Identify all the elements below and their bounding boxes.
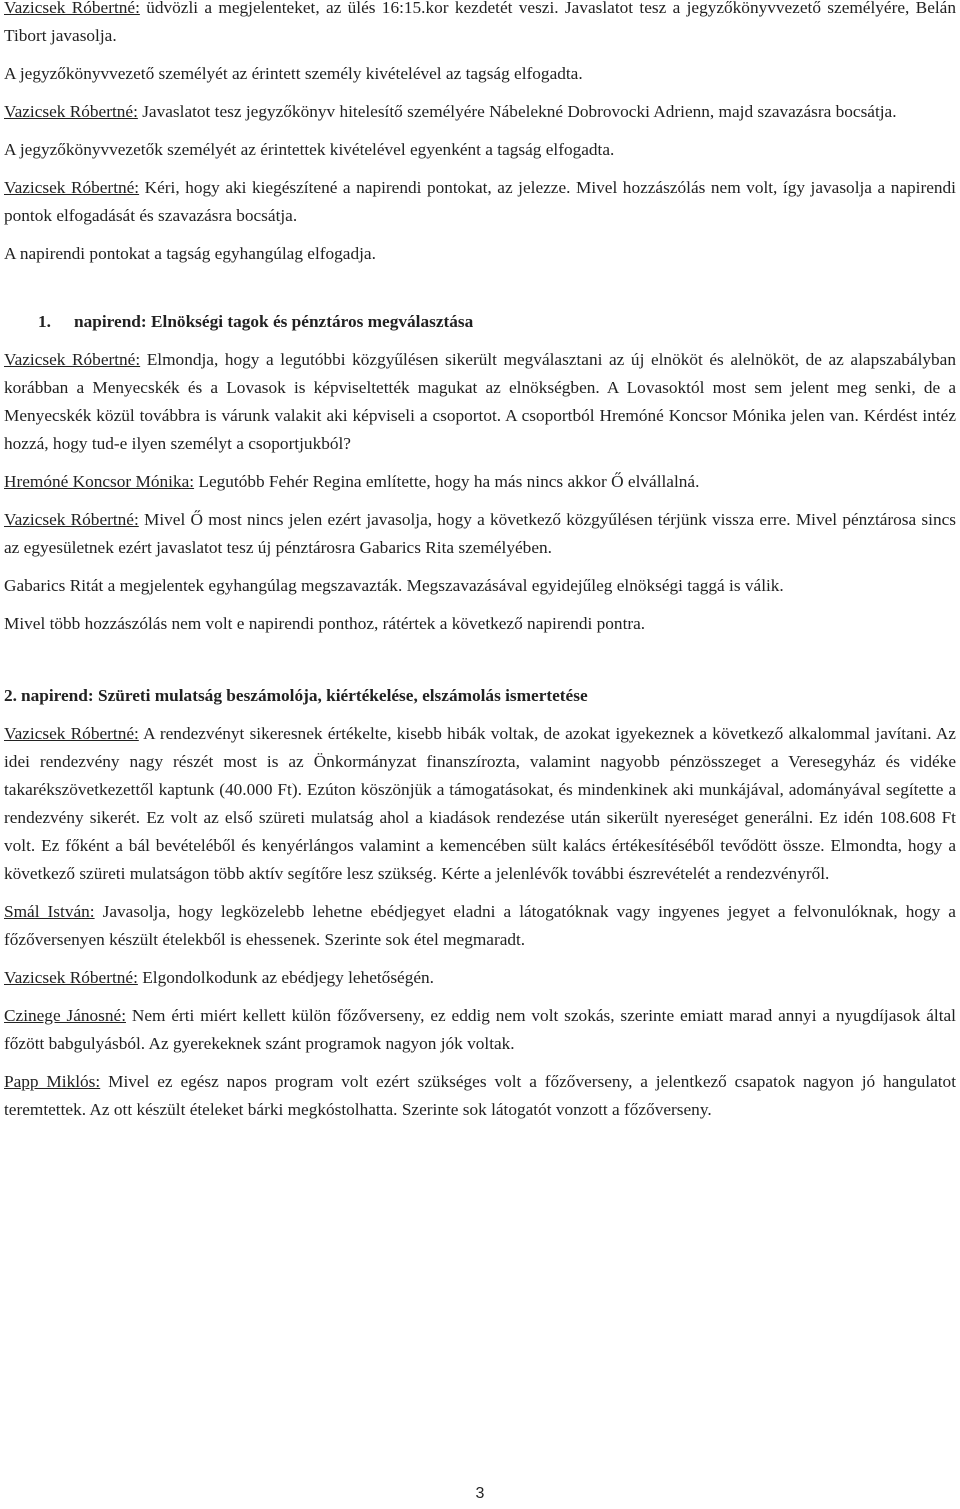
- paragraph: [4, 240, 956, 268]
- section-heading-2: [4, 682, 956, 710]
- speaker-name: Vazicsek Róbertné:: [4, 968, 138, 987]
- paragraph-text: Gabarics Ritát a megjelentek egyhangúlag megszavazták. Megszavazásával egyidejűleg elnökségi taggá is válik.: [4, 576, 784, 595]
- paragraph-text: üdvözli a megjelenteket, az ülés 16:15.kor kezdetét veszi. Javaslatot tesz a jegyzőkönyvvezető személyére, Belán Tibort javasolja.: [4, 0, 956, 45]
- document-page: [4, 0, 956, 1134]
- paragraph: [4, 1068, 956, 1124]
- paragraph-text: Mivel ez egész napos program volt ezért szükséges volt a főzőverseny, a jelentkező csapatok nagyon jó hangulatot teremtettek. Az ott készült ételeket bárki megkóstolhatta. Szerinte sok látogatót vonzott a főzőverseny.: [4, 1072, 956, 1119]
- speaker-name: Smál István:: [4, 902, 95, 921]
- paragraph: [4, 60, 956, 88]
- speaker-name: Vazicsek Róbertné:: [4, 510, 139, 529]
- page-number: 3: [475, 1485, 485, 1502]
- speaker-name: Hremóné Koncsor Mónika:: [4, 472, 195, 491]
- section-number: 2.: [4, 686, 17, 705]
- speaker-name: Czinege Jánosné:: [4, 1006, 126, 1025]
- paragraph-text: A jegyzőkönyvvezető személyét az érintett személy kivételével az tagság elfogadta.: [4, 64, 583, 83]
- paragraph: [4, 468, 956, 496]
- speaker-name: Papp Miklós:: [4, 1072, 101, 1091]
- paragraph: [4, 964, 956, 992]
- speaker-name: Vazicsek Róbertné:: [4, 724, 139, 743]
- paragraph-text: A jegyzőkönyvvezetők személyét az érintettek kivételével egyenként a tagság elfogadta.: [4, 140, 615, 159]
- paragraph: [4, 136, 956, 164]
- section-title: napirend: Szüreti mulatság beszámolója, kiértékelése, elszámolás ismertetése: [20, 686, 588, 705]
- paragraph: [4, 572, 956, 600]
- paragraph-text: Kéri, hogy aki kiegészítené a napirendi pontokat, az jelezze. Mivel hozzászólás nem volt, így javasolja a napirendi pontok elfogadását és szavazásra bocsátja.: [4, 178, 956, 225]
- paragraph-text: Javasolja, hogy legközelebb lehetne ebédjegyet eladni a látogatóknak vagy ingyenes jegyet a felvonulóknak, hogy a főzőversenyen készült ételekből is ehessenek. Szerinte sok étel megmaradt.: [4, 902, 956, 949]
- paragraph: [4, 720, 956, 888]
- speaker-name: Vazicsek Róbertné:: [4, 102, 138, 121]
- paragraph-text: Legutóbb Fehér Regina említette, hogy ha más nincs akkor Ő elvállalná.: [194, 472, 700, 491]
- section-number: 1.: [38, 312, 51, 331]
- paragraph: [4, 1002, 956, 1058]
- paragraph-text: Nem érti miért kellett külön főzőverseny, ez eddig nem volt szokás, szerinte emiatt marad annyi a nyugdíjasok által főzött babgulyásból. Az gyerekeknek szánt programok nagyon jók voltak.: [4, 1006, 956, 1053]
- paragraph-text: Elmondja, hogy a legutóbbi közgyűlésen sikerült megválasztani az új elnököt és alelnököt, de az alapszabályban korábban a Menyecskék és a Lovasok is képviseltették magukat az elnökségben. A Lovasoktól most sem jelent meg senki, de a Menyecskék közül továbbra is várunk valakit aki képviseli a csoportot. A csoportból Hremóné Koncsor Mónika jelen van. Kérdést intéz hozzá, hogy tud-e ilyen személyt a csoportjukból?: [4, 350, 956, 453]
- speaker-name: Vazicsek Róbertné:: [4, 0, 140, 17]
- paragraph: [4, 898, 956, 954]
- paragraph: [4, 346, 956, 458]
- paragraph: [4, 174, 956, 230]
- paragraph: [4, 610, 956, 638]
- speaker-name: Vazicsek Róbertné:: [4, 178, 140, 197]
- paragraph-text: Elgondolkodunk az ebédjegy lehetőségén.: [137, 968, 434, 987]
- paragraph-text: A rendezvényt sikeresnek értékelte, kisebb hibák voltak, de azokat igyekeznek a következő alkalommal javítani. Az idei rendezvény nagy részét most is az Önkormányzat finanszírozta, valamint nagyobb pénzösszeget a Veresegyház és vidéke takarékszövetkezettől kaptunk (40.000 Ft). Ezúton köszönjük a támogatásokat, és mindenkinek aki munkájával, adományával segítette a rendezvény sikerét. Ez volt az első szüreti mulatság ahol a kiadások rendezése után sikerült nyereséget generálni. Ez idén 108.608 Ft volt. Ez főként a bál bevételéből és kenyérlángos valamint a kemencében sült kalács értékesítéséből tevődött össze. Elmondta, hogy a következő szüreti mulatságon több aktív segítőre lesz szükség. Kérte a jelenlévők további észrevételét a rendezvényről.: [4, 724, 956, 883]
- paragraph: [4, 98, 956, 126]
- paragraph-text: Javaslatot tesz jegyzőkönyv hitelesítő személyére Nábelekné Dobrovocki Adrienn, majd szavazásra bocsátja.: [137, 102, 897, 121]
- paragraph-text: A napirendi pontokat a tagság egyhangúlag elfogadja.: [4, 244, 376, 263]
- speaker-name: Vazicsek Róbertné:: [4, 350, 141, 369]
- paragraph: [4, 0, 956, 50]
- paragraph: [4, 506, 956, 562]
- section-title: napirend: Elnökségi tagok és pénztáros megválasztása: [74, 312, 474, 331]
- paragraph-text: Mivel több hozzászólás nem volt e napirendi ponthoz, rátértek a következő napirendi pontra.: [4, 614, 646, 633]
- paragraph-text: Mivel Ő most nincs jelen ezért javasolja, hogy a következő közgyűlésen térjünk vissza erre. Mivel pénztárosa sincs az egyesületnek ezért javaslatot tesz új pénztárosra Gabarics Rita személyében.: [4, 510, 956, 557]
- section-heading-1: [4, 308, 956, 336]
